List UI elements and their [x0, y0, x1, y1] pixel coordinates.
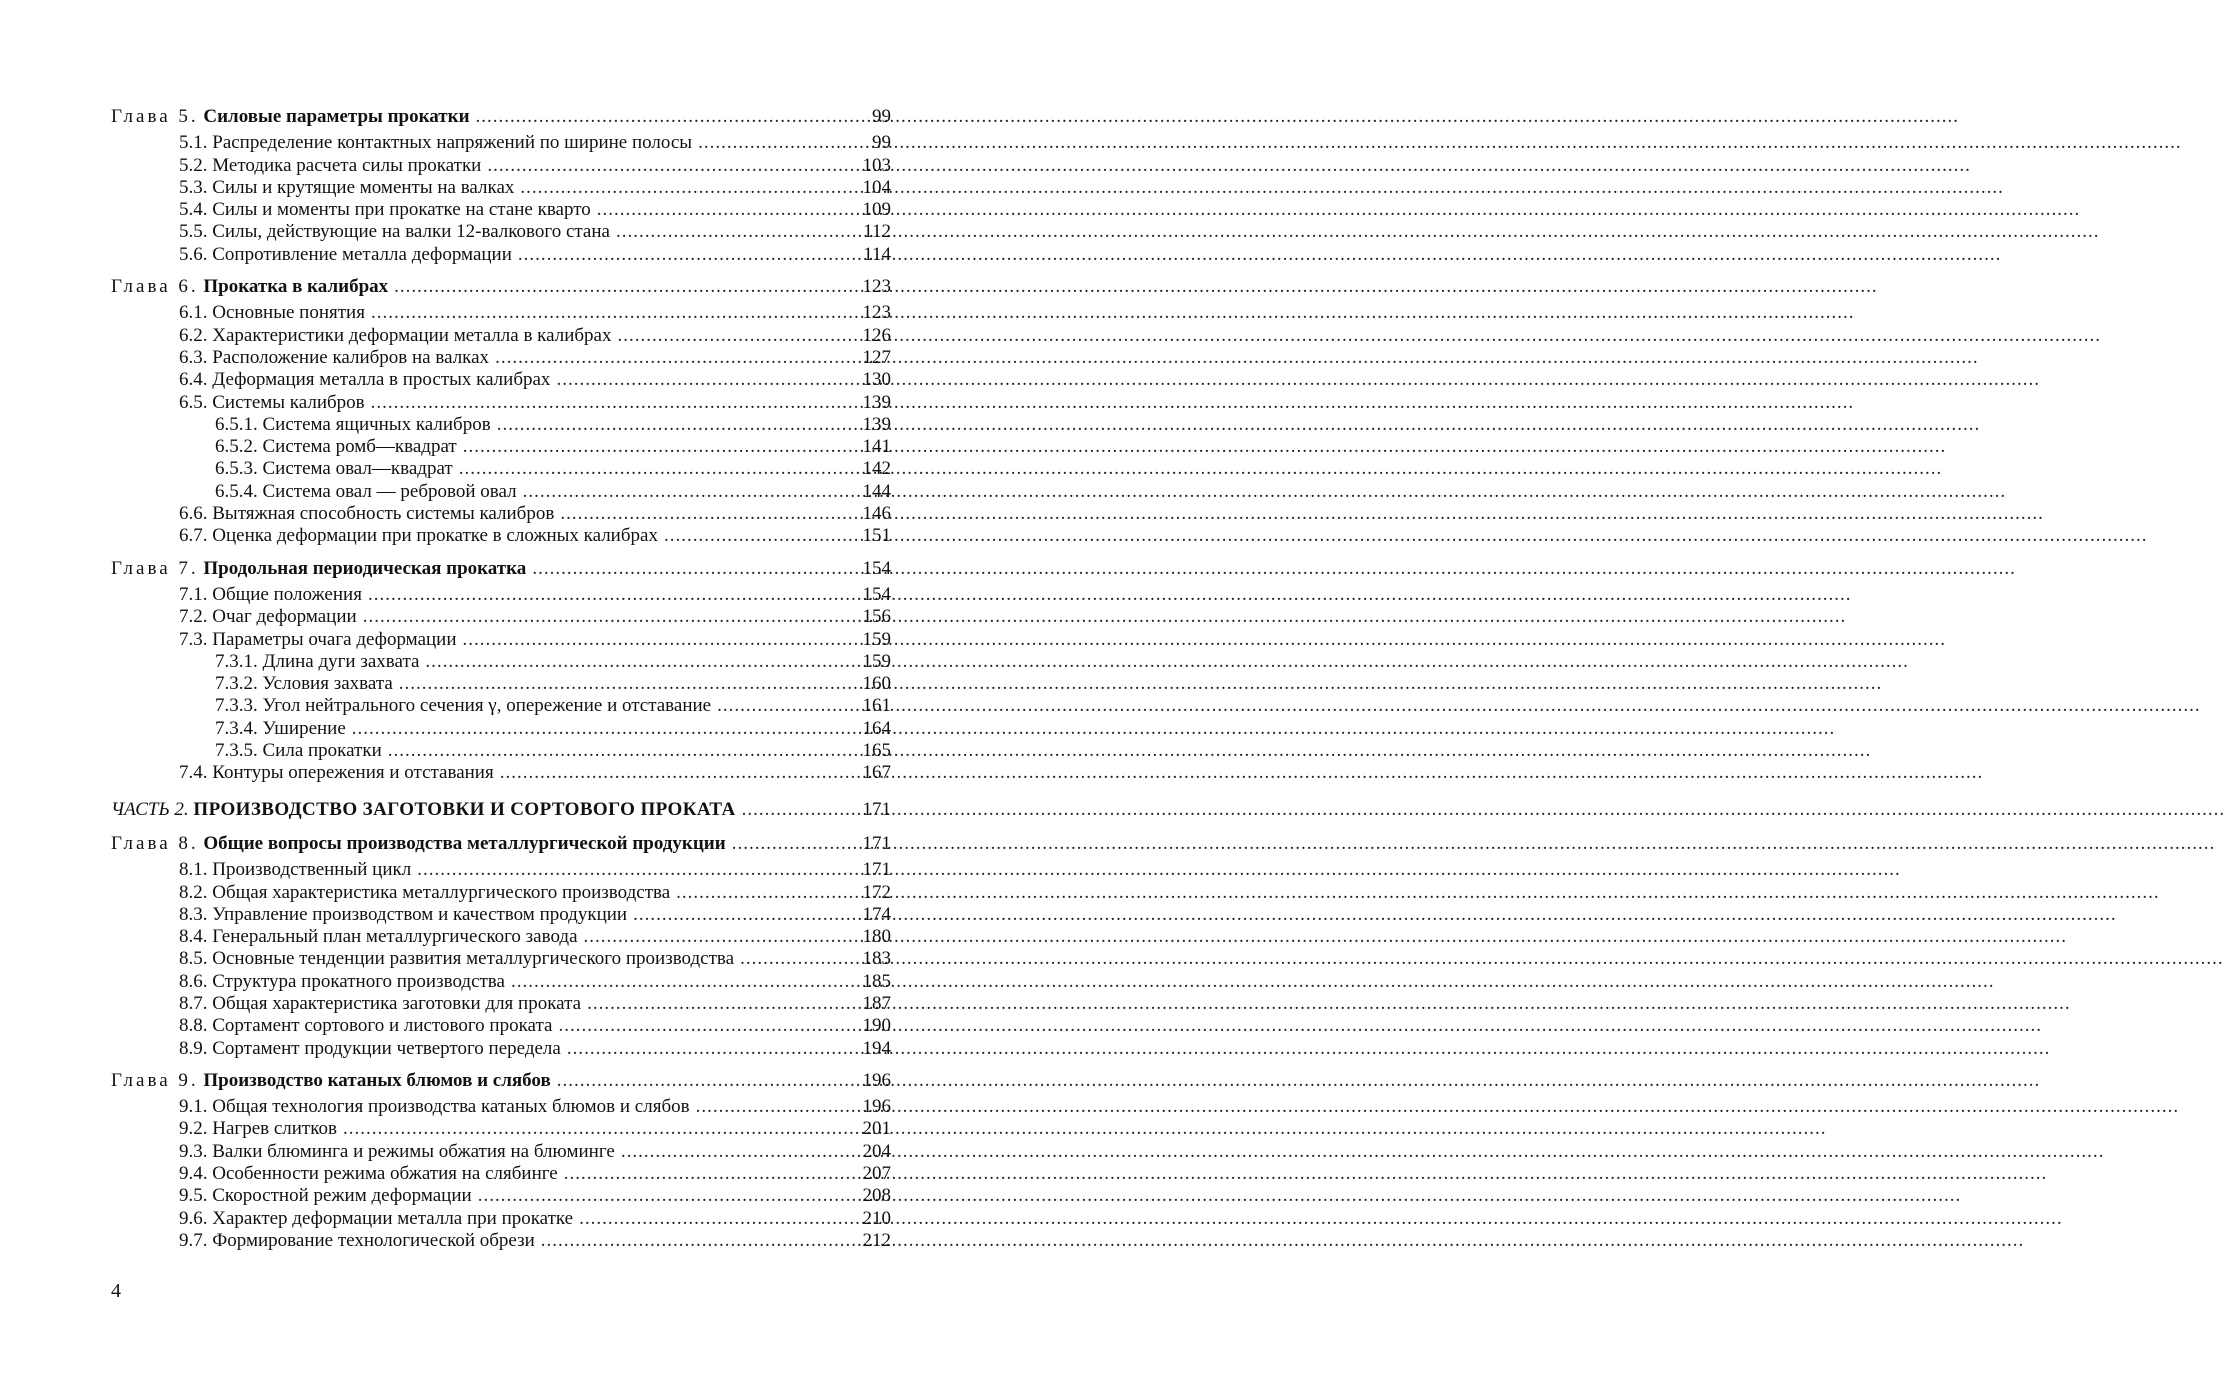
- toc-subsection-entry: [111, 673, 891, 695]
- section-title: 9.5. Скоростной режим деформации: [179, 1185, 472, 1207]
- chapter-label: Глава 5.: [111, 106, 199, 127]
- section-title: 8.6. Структура прокатного производства: [179, 970, 505, 992]
- toc-section-entry: [111, 132, 891, 154]
- toc-chapter-entry: [111, 106, 891, 128]
- section-title: 7.2. Очаг деформации: [179, 606, 357, 628]
- toc-section-entry: [111, 347, 891, 369]
- toc-section-entry: [111, 199, 891, 221]
- toc-page-number: 171: [862, 798, 891, 820]
- toc-page-number: 109: [862, 199, 891, 221]
- section-title: 5.1. Распределение контактных напряжений по ширине полосы: [179, 132, 693, 154]
- toc-section-entry: [111, 993, 891, 1015]
- dot-leader: [740, 948, 847, 970]
- section-title: 6.2. Характеристики деформации металла в калибрах: [179, 324, 612, 346]
- dot-leader: [567, 1038, 847, 1060]
- section-title: 7.3. Параметры очага деформации: [179, 628, 457, 650]
- dot-leader: [371, 302, 847, 324]
- toc-page-number: 187: [862, 992, 891, 1014]
- book-page: [0, 0, 984, 1387]
- section-title: 7.4. Контуры опережения и отставания: [179, 762, 494, 784]
- dot-leader: [487, 155, 847, 177]
- page-number: 4: [111, 1280, 121, 1302]
- dot-leader: [352, 718, 847, 740]
- toc-section-entry: [111, 859, 891, 881]
- toc-page-number: 204: [862, 1140, 891, 1162]
- toc-section-entry: [111, 1015, 891, 1037]
- dot-leader: [556, 369, 847, 391]
- section-title: 9.6. Характер деформации металла при прокатке: [179, 1207, 574, 1229]
- toc-page-number: 127: [862, 346, 891, 368]
- dot-leader: [698, 132, 847, 154]
- dot-leader: [633, 904, 847, 926]
- toc-subsection-entry: [111, 481, 891, 503]
- section-title: 7.3.2. Условия захвата: [215, 673, 393, 695]
- dot-leader: [564, 1163, 847, 1185]
- chapter-title: Прокатка в калибрах: [203, 276, 389, 298]
- section-title: 6.4. Деформация металла в простых калибрах: [179, 369, 551, 391]
- dot-leader: [584, 926, 848, 948]
- toc-page-number: 142: [862, 458, 891, 480]
- toc-page-number: 99: [872, 132, 891, 154]
- dot-leader: [463, 436, 847, 458]
- toc-subsection-entry: [111, 436, 891, 458]
- toc-page-number: 144: [862, 480, 891, 502]
- toc-section-entry: [111, 904, 891, 926]
- section-title: 9.4. Особенности режима обжатия на слябинге: [179, 1163, 558, 1185]
- dot-leader: [476, 106, 847, 128]
- dot-leader: [664, 525, 847, 547]
- section-title: 7.3.1. Длина дуги захвата: [215, 650, 420, 672]
- dot-leader: [495, 347, 847, 369]
- toc-section-entry: [111, 369, 891, 391]
- toc-subsection-entry: [111, 718, 891, 740]
- dot-leader: [363, 606, 847, 628]
- toc-page-number: 154: [862, 557, 891, 579]
- toc-section-entry: [111, 584, 891, 606]
- dot-leader: [579, 1208, 847, 1230]
- chapter-title: Производство катаных блюмов и слябов: [203, 1069, 551, 1091]
- chapter-label: Глава 7.: [111, 557, 199, 579]
- toc-section-entry: [111, 525, 891, 547]
- toc-page-number: 99: [872, 106, 891, 127]
- dot-leader: [717, 695, 847, 717]
- toc-page-number: 165: [862, 740, 891, 762]
- chapter-label: Глава 6.: [111, 276, 199, 298]
- toc-section-entry: [111, 244, 891, 266]
- section-title: 8.1. Производственный цикл: [179, 859, 412, 881]
- toc-section-entry: [111, 1141, 891, 1163]
- dot-leader: [417, 859, 847, 881]
- toc-page-number: 196: [862, 1096, 891, 1118]
- toc-page-number: 161: [862, 695, 891, 717]
- section-title: 7.3.5. Сила прокатки: [215, 740, 382, 762]
- toc-chapter-entry: [111, 276, 891, 298]
- section-title: 8.3. Управление производством и качеством продукции: [179, 903, 628, 925]
- dot-leader: [399, 673, 847, 695]
- section-title: 5.3. Силы и крутящие моменты на валках: [179, 176, 515, 198]
- toc-page-number: 172: [862, 881, 891, 903]
- dot-leader: [617, 325, 847, 347]
- dot-leader: [732, 833, 847, 855]
- toc-page-number: 208: [862, 1185, 891, 1207]
- toc-page-number: 154: [862, 583, 891, 605]
- toc-page-number: 167: [862, 762, 891, 784]
- section-title: 6.3. Расположение калибров на валках: [179, 346, 490, 368]
- toc-section-entry: [111, 948, 891, 970]
- toc-subsection-entry: [111, 414, 891, 436]
- toc-page-number: 201: [862, 1118, 891, 1140]
- toc-subsection-entry: [111, 458, 891, 480]
- dot-leader: [616, 221, 847, 243]
- section-title: 8.9. Сортамент продукции четвертого передела: [179, 1037, 561, 1059]
- chapter-title: Силовые параметры прокатки: [203, 106, 470, 127]
- toc-section-entry: [111, 926, 891, 948]
- toc-section-entry: [111, 325, 891, 347]
- toc-page-number: 185: [862, 970, 891, 992]
- toc-section-entry: [111, 971, 891, 993]
- toc-page-number: 159: [862, 650, 891, 672]
- toc-page-number: 139: [862, 391, 891, 413]
- toc-section-entry: [111, 177, 891, 199]
- toc-page-number: 164: [862, 717, 891, 739]
- section-title: 6.5. Системы калибров: [179, 391, 365, 413]
- toc-section-entry: [111, 1163, 891, 1185]
- toc-page-number: 180: [862, 926, 891, 948]
- toc-page-number: 190: [862, 1015, 891, 1037]
- section-title: 5.6. Сопротивление металла деформации: [179, 243, 512, 265]
- section-title: 6.7. Оценка деформации при прокатке в сложных калибрах: [179, 525, 658, 547]
- toc-section-entry: [111, 221, 891, 243]
- toc-page-number: 126: [862, 324, 891, 346]
- section-title: 5.5. Силы, действующие на валки 12-валкового стана: [179, 221, 610, 243]
- dot-leader: [696, 1096, 847, 1118]
- dot-leader: [425, 651, 847, 673]
- dot-leader: [388, 740, 847, 762]
- toc-page-number: 114: [863, 243, 891, 265]
- toc-section-entry: [111, 1038, 891, 1060]
- toc-section-entry: [111, 1230, 891, 1252]
- toc-page-number: 141: [862, 436, 891, 458]
- toc-page-number: 159: [862, 628, 891, 650]
- toc-subsection-entry: [111, 695, 891, 717]
- toc-section-entry: [111, 503, 891, 525]
- dot-leader: [587, 993, 847, 1015]
- dot-leader: [532, 558, 847, 580]
- section-title: 6.5.1. Система ящичных калибров: [215, 413, 491, 435]
- toc-chapter-entry: [111, 1070, 891, 1092]
- section-title: 9.2. Нагрев слитков: [179, 1118, 337, 1140]
- section-title: 8.7. Общая характеристика заготовки для проката: [179, 992, 582, 1014]
- dot-leader: [518, 244, 847, 266]
- chapter-label: Глава 9.: [111, 1069, 199, 1091]
- section-title: 9.1. Общая технология производства катаных блюмов и слябов: [179, 1096, 690, 1118]
- toc-section-entry: [111, 1096, 891, 1118]
- section-title: 7.3.3. Угол нейтрального сечения γ, опережение и отставание: [215, 695, 712, 717]
- table-of-contents: [111, 106, 891, 1252]
- dot-leader: [520, 177, 847, 199]
- dot-leader: [676, 882, 847, 904]
- dot-leader: [497, 414, 847, 436]
- toc-subsection-entry: [111, 740, 891, 762]
- toc-page-number: 210: [862, 1207, 891, 1229]
- section-title: 6.5.3. Система овал—квадрат: [215, 458, 453, 480]
- toc-section-entry: [111, 302, 891, 324]
- toc-page-number: 112: [863, 221, 891, 243]
- toc-section-entry: [111, 155, 891, 177]
- dot-leader: [557, 1070, 847, 1092]
- section-title: 8.8. Сортамент сортового и листового проката: [179, 1015, 553, 1037]
- section-title: 6.5.2. Система ромб—квадрат: [215, 436, 457, 458]
- chapter-label: Глава 8.: [111, 832, 199, 854]
- dot-leader: [541, 1230, 847, 1252]
- dot-leader: [558, 1015, 847, 1037]
- dot-leader: [371, 392, 847, 414]
- toc-section-entry: [111, 1208, 891, 1230]
- dot-leader: [511, 971, 847, 993]
- dot-leader: [523, 481, 847, 503]
- section-title: 9.3. Валки блюминга и режимы обжатия на блюминге: [179, 1140, 615, 1162]
- section-title: 6.6. Вытяжная способность системы калибров: [179, 503, 555, 525]
- section-title: 8.4. Генеральный план металлургического завода: [179, 926, 578, 948]
- section-title: 9.7. Формирование технологической обрези: [179, 1229, 535, 1251]
- toc-page-number: 103: [862, 154, 891, 176]
- dot-leader: [560, 503, 847, 525]
- toc-part-entry: [111, 799, 891, 821]
- toc-page-number: 212: [862, 1229, 891, 1251]
- section-title: 8.2. Общая характеристика металлургического производства: [179, 881, 671, 903]
- section-title: 5.4. Силы и моменты при прокатке на стане кварто: [179, 199, 591, 221]
- section-title: 5.2. Методика расчета силы прокатки: [179, 154, 482, 176]
- toc-page-number: 151: [862, 525, 891, 547]
- toc-section-entry: [111, 762, 891, 784]
- toc-page-number: 183: [862, 948, 891, 970]
- toc-page-number: 130: [862, 369, 891, 391]
- section-title: 7.3.4. Уширение: [215, 717, 346, 739]
- dot-leader: [394, 276, 847, 298]
- toc-section-entry: [111, 392, 891, 414]
- toc-section-entry: [111, 629, 891, 651]
- dot-leader: [597, 199, 847, 221]
- dot-leader: [621, 1141, 847, 1163]
- toc-section-entry: [111, 1185, 891, 1207]
- dot-leader: [459, 458, 847, 480]
- part-label: ЧАСТЬ 2.: [111, 798, 189, 820]
- part-title: ПРОИЗВОДСТВО ЗАГОТОВКИ И СОРТОВОГО ПРОКАТА: [193, 798, 736, 820]
- dot-leader: [478, 1185, 847, 1207]
- toc-page-number: 104: [862, 176, 891, 198]
- toc-chapter-entry: [111, 833, 891, 855]
- toc-page-number: 156: [862, 606, 891, 628]
- dot-leader: [463, 629, 847, 651]
- section-title: 6.1. Основные понятия: [179, 302, 365, 324]
- toc-page-number: 171: [862, 832, 891, 854]
- toc-section-entry: [111, 1118, 891, 1140]
- toc-page-number: 160: [862, 673, 891, 695]
- toc-page-number: 139: [862, 413, 891, 435]
- dot-leader: [368, 584, 847, 606]
- dot-leader: [500, 762, 847, 784]
- toc-section-entry: [111, 882, 891, 904]
- toc-page-number: 196: [862, 1069, 891, 1091]
- dot-leader: [343, 1118, 847, 1140]
- toc-chapter-entry: [111, 558, 891, 580]
- section-title: 6.5.4. Система овал — ребровой овал: [215, 480, 517, 502]
- section-title: 7.1. Общие положения: [179, 583, 362, 605]
- toc-page-number: 174: [862, 903, 891, 925]
- dot-leader: [742, 799, 847, 821]
- toc-page-number: 194: [862, 1037, 891, 1059]
- chapter-title: Продольная периодическая прокатка: [203, 557, 527, 579]
- chapter-title: Общие вопросы производства металлургической продукции: [203, 832, 726, 854]
- toc-page-number: 146: [862, 503, 891, 525]
- section-title: 8.5. Основные тенденции развития металлургического производства: [179, 948, 735, 970]
- toc-page-number: 207: [862, 1163, 891, 1185]
- toc-page-number: 123: [862, 302, 891, 324]
- toc-section-entry: [111, 606, 891, 628]
- toc-page-number: 171: [862, 859, 891, 881]
- toc-subsection-entry: [111, 651, 891, 673]
- toc-page-number: 123: [862, 276, 891, 298]
